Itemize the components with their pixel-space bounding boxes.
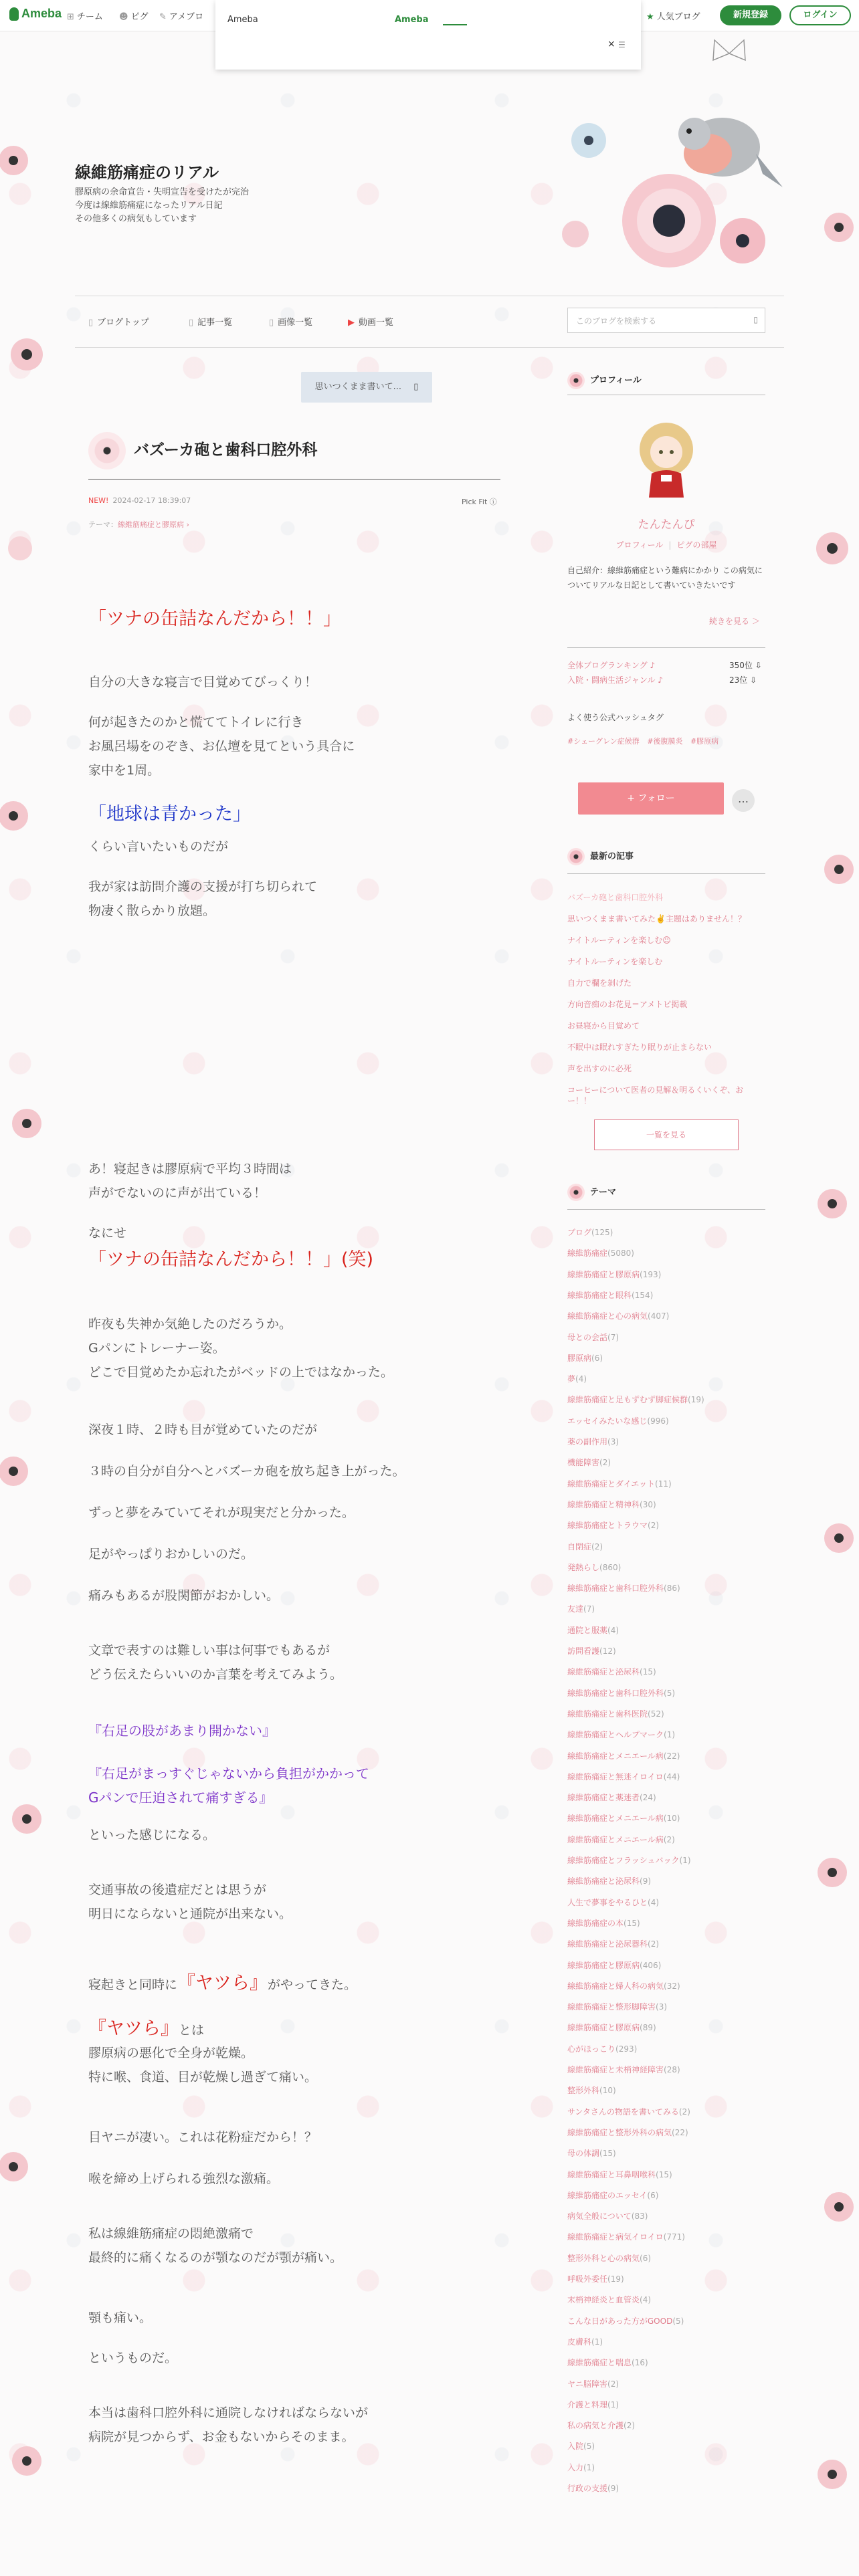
theme-link[interactable]: 線維筋痛症と心の病気(407) — [567, 1311, 670, 1321]
hashtag-link[interactable]: #膠原病 — [690, 737, 719, 746]
theme-link[interactable]: 整形外科と心の病気(6) — [567, 2254, 652, 2263]
theme-link[interactable]: 私の病気と介護(2) — [567, 2421, 636, 2430]
overlay-underline — [443, 24, 467, 25]
left-flower-decorations — [0, 134, 54, 2541]
header-flower-illustration — [549, 74, 789, 294]
recent-article-link[interactable]: 思いつくまま書いてみた✌️主題はありません！？ — [567, 914, 746, 924]
list-icon: ▯ — [189, 318, 194, 328]
theme-link[interactable]: 入院(5) — [567, 2442, 595, 2451]
theme-link[interactable]: 線維筋痛症と婦人科の病気(32) — [567, 1981, 680, 1991]
crown-icon: ★ — [646, 12, 654, 22]
divider — [567, 1209, 765, 1210]
recent-article-link[interactable]: 声を出すのに必死 — [567, 1064, 632, 1073]
close-icon[interactable]: × — [607, 39, 615, 49]
theme-link[interactable]: 機能障害(2) — [567, 1458, 611, 1467]
theme-link[interactable]: 母との会話(7) — [567, 1333, 619, 1342]
blog-description: 膠原病の余命宣告・失明宣告を受けたが完治 今度は線維筋痛症になったリアル日記 その他多くの病気もしています — [75, 187, 250, 224]
info-icon: ⓘ — [489, 498, 497, 506]
theme-link[interactable]: 薬の副作用(3) — [567, 1437, 619, 1446]
theme-link[interactable]: 線維筋痛症とメニエール病(10) — [567, 1814, 680, 1823]
theme-link[interactable]: 介護と料理(1) — [567, 2400, 619, 2409]
recent-article-link[interactable]: お昼寝から目覚めて — [567, 1021, 640, 1031]
recent-article-link[interactable]: ナイトルーティンを楽しむ☺ — [567, 936, 671, 945]
theme-link[interactable]: 線維筋痛症と泌尿器科(2) — [567, 1939, 660, 1949]
post-paragraph: ずっと夢をみていてそれが現実だと分かった。 — [88, 1505, 355, 1520]
theme-link[interactable]: 線維筋痛症のエッセイ(6) — [567, 2191, 659, 2200]
theme-link[interactable]: 線維筋痛症とトラウマ(2) — [567, 1521, 660, 1530]
nav-image-list[interactable]: ▯ 画像一覧 — [269, 318, 313, 328]
recent-article-link[interactable]: ナイトルーティンを楽しむ — [567, 957, 663, 966]
theme-link[interactable]: 線維筋痛症と耳鼻咽喉科(15) — [567, 2170, 672, 2179]
edit-icon: ▯ — [413, 382, 419, 392]
nav-blog-top[interactable]: ▯ ブログトップ — [88, 318, 149, 328]
hashtag-link[interactable]: #シェーグレン症候群 — [567, 737, 640, 746]
theme-link[interactable]: 線維筋痛症と薬迷者(24) — [567, 1793, 656, 1802]
post-paragraph: というものだ。 — [88, 2351, 178, 2365]
ameba-logo-icon — [9, 7, 19, 21]
topnav-ameblo[interactable]: ✎ アメブロ — [159, 12, 204, 22]
view-all-button[interactable]: 一覧を見る — [594, 1119, 739, 1150]
theme-link[interactable]: 母の体調(15) — [567, 2149, 616, 2158]
theme-link[interactable]: 線維筋痛症と未梢神経障害(28) — [567, 2065, 680, 2074]
theme-link[interactable]: 線維筋痛症と膠原病 — [118, 520, 184, 529]
hashtag-list — [567, 736, 719, 746]
post-paragraph: 自分の大きな寝言で目覚めてびっくり！ — [88, 675, 318, 689]
theme-link[interactable]: 呼吸外委任(19) — [567, 2274, 624, 2284]
popular-blog-link[interactable]: ★ 人気ブログ — [646, 12, 700, 22]
pickfit-link[interactable]: Pick Fit ⓘ — [462, 498, 497, 506]
theme-link[interactable]: 線維筋痛症と喘息(16) — [567, 2358, 648, 2367]
theme-link[interactable]: 皮膚科(1) — [567, 2337, 603, 2347]
video-icon: ▶ — [348, 318, 355, 328]
theme-link[interactable]: 線維筋痛症と整形脚障害(3) — [567, 2002, 668, 2012]
recent-article-link[interactable]: バズーカ砲と歯科口腔外科 — [567, 893, 664, 902]
post-paragraph: 「ツナの缶詰なんだから！！」 — [88, 609, 341, 629]
butterfly-decoration — [709, 33, 749, 74]
ameba-logo[interactable]: Ameba — [9, 7, 62, 21]
theme-link[interactable]: 線維筋痛症とメニエール病(22) — [567, 1751, 680, 1761]
nav-article-list[interactable]: ▯ 記事一覧 — [189, 318, 233, 328]
theme-link[interactable]: 膠原病(6) — [567, 1354, 603, 1363]
recent-article-link[interactable]: コーヒーについて医者の見解＆明るくいくぞ、おー！！ — [567, 1085, 744, 1105]
theme-link[interactable]: ブログ(125) — [567, 1228, 613, 1237]
right-flower-decorations — [805, 201, 859, 2541]
theme-link[interactable]: 線維筋痛症とメニエール病(2) — [567, 1835, 675, 1844]
theme-link[interactable]: 行政の支援(9) — [567, 2484, 619, 2493]
divider — [567, 873, 765, 874]
theme-link[interactable]: 自閉症(2) — [567, 1542, 603, 1551]
login-button[interactable]: ログイン — [789, 5, 851, 25]
rank-overall-value: 350位 ⇩ — [729, 661, 762, 670]
theme-link[interactable]: 線維筋痛症と泌尿科(15) — [567, 1667, 656, 1677]
post-theme: テーマ：線維筋痛症と膠原病 › — [88, 520, 189, 529]
theme-link[interactable]: 線維筋痛症(5080) — [567, 1249, 634, 1258]
post-paragraph: 文章で表すのは難しい事は何事でもあるが どう伝えたらいいのか言葉を考えてみよう。 — [88, 1643, 343, 1682]
image-icon: ▯ — [269, 318, 274, 328]
theme-link[interactable]: サンタさんの物語を書いてみる(2) — [567, 2107, 690, 2117]
rank-genre-label[interactable]: 入院・闘病生活ジャンル ♪ — [567, 675, 663, 685]
theme-link[interactable]: 病気全般について(83) — [567, 2212, 648, 2221]
rank-genre-value: 23位 ⇩ — [729, 675, 757, 685]
theme-link[interactable]: 入力(1) — [567, 2463, 595, 2472]
post-paragraph: 本当は歯科口腔外科に通院しなければならないが 病院が見つからず、お金もないからそのまま。 — [88, 2405, 369, 2444]
flower-icon — [567, 372, 585, 389]
wip-banner[interactable]: 思いつくまま書いて... ▯ — [301, 372, 432, 403]
nav-video-list[interactable]: ▶ 動画一覧 — [348, 318, 394, 328]
theme-link[interactable]: 線維筋痛症と足もずむず脚症候群(19) — [567, 1395, 704, 1404]
post-paragraph: 私は線維筋痛症の悶絶激痛で 最終的に痛くなるのが顎なのだが顎が痛い。 — [88, 2226, 343, 2265]
theme-heading: テーマ — [567, 1184, 616, 1201]
theme-link[interactable]: ヤニ脳障害(2) — [567, 2379, 619, 2389]
profile-link[interactable]: プロフィール — [615, 540, 664, 550]
ameblo-icon: ✎ — [159, 12, 167, 22]
register-button[interactable]: 新規登録 — [720, 5, 781, 25]
theme-link[interactable]: こんな日があった方がGOOD(5) — [567, 2317, 684, 2326]
hashtag-heading: よく使う公式ハッシュタグ — [567, 713, 664, 722]
topnav-pig[interactable]: ☻ ピグ — [119, 12, 149, 22]
theme-link[interactable]: 線維筋痛症と精神科(30) — [567, 1500, 656, 1509]
profile-name[interactable]: たんたんぴ — [638, 518, 695, 532]
blog-search-input[interactable]: このブログを検索する ▯ — [567, 308, 765, 333]
rank-overall-label[interactable]: 全体ブログランキング ♪ — [567, 661, 656, 670]
theme-link[interactable]: 夢(4) — [567, 1374, 587, 1384]
pig-icon: ☻ — [119, 12, 128, 22]
theme-link[interactable]: 線維筋痛症と歯科口腔外科(5) — [567, 1689, 676, 1698]
post-paragraph: 『右足の股があまり開かない』 — [88, 1723, 276, 1739]
theme-link[interactable]: 通院と服薬(4) — [567, 1626, 619, 1635]
search-icon[interactable]: ▯ — [753, 315, 758, 324]
overlay-label: Ameba — [227, 15, 258, 25]
post-paragraph: 『右足がまっすぐじゃないから負担がかかって Gパンで圧迫されて痛すぎる』 — [88, 1765, 369, 1806]
theme-link[interactable]: 線維筋痛症と膠原病(193) — [567, 1270, 662, 1279]
post-paragraph: 膠原病の悪化で全身が乾燥。 特に喉、食道、目が乾燥し過ぎて痛い。 — [88, 2046, 318, 2084]
self-introduction: 自己紹介：線維筋痛症という難病にかかり この病気についてリアルな日記として書いていきたいです — [567, 566, 763, 590]
theme-link[interactable]: 線維筋痛症と病気イロイロ(771) — [567, 2232, 685, 2242]
theme-link[interactable]: 友達(7) — [567, 1604, 595, 1614]
post-paragraph: 足がやっぱりおかしいのだ。 — [88, 1547, 254, 1562]
theme-link[interactable]: 線維筋痛症の本(15) — [567, 1919, 640, 1928]
post-paragraph: なにせ — [88, 1226, 127, 1241]
theme-link[interactable]: 末梢神経炎と血管炎(4) — [567, 2295, 652, 2304]
post-paragraph: 喉を締め上げられる強烈な激痛。 — [88, 2171, 280, 2186]
menu-icon[interactable]: ☰ — [618, 40, 626, 49]
theme-link[interactable]: 心がほっこり(293) — [567, 2044, 638, 2054]
post-paragraph: 深夜１時、２時も目が覚めていたのだが — [88, 1422, 318, 1437]
post-paragraph: くらい言いたいものだが — [88, 839, 229, 854]
theme-link[interactable]: 線維筋痛症と整形外科の病気(22) — [567, 2128, 688, 2137]
profile-links: プロフィール | ピグの部屋 — [615, 540, 717, 550]
avatar[interactable] — [634, 420, 698, 499]
theme-link[interactable]: 線維筋痛症と歯科口腔外科(86) — [567, 1584, 680, 1593]
more-options-button[interactable]: … — [732, 789, 755, 812]
theme-link[interactable]: 整形外科(10) — [567, 2086, 616, 2095]
profile-heading: プロフィール — [567, 372, 642, 389]
theme-link[interactable]: エッセイみたいな感じ(996) — [567, 1416, 669, 1426]
recent-heading: 最新の記事 — [567, 848, 634, 865]
post-paragraph: 「ツナの缶詰なんだから！！」(笑) — [88, 1249, 374, 1270]
post-paragraph: 「地球は青かった」 — [88, 804, 251, 825]
follow-button[interactable]: + フォロー — [578, 782, 724, 815]
pig-room-link[interactable]: ピグの部屋 — [676, 540, 717, 550]
overlay-link[interactable]: Ameba — [395, 15, 429, 25]
topnav-team[interactable]: ⊞ チーム — [67, 12, 103, 22]
theme-link[interactable]: 線維筋痛症とヘルプマーク(1) — [567, 1730, 676, 1739]
post-paragraph: 我が家は訪問介護の支援が打ち切られて 物凄く散らかり放題。 — [88, 879, 318, 918]
divider — [567, 647, 765, 648]
title-flower-icon — [88, 432, 126, 469]
theme-link[interactable]: 線維筋痛症と眼科(154) — [567, 1291, 654, 1300]
flower-icon — [567, 1184, 585, 1201]
post-paragraph: ３時の自分が自分へとバズーカ砲を放ち起き上がった。 — [88, 1464, 405, 1479]
team-icon: ⊞ — [67, 12, 74, 22]
recent-article-link[interactable]: 自力で欄を剝げた — [567, 978, 632, 988]
overlay-ad-card — [215, 0, 641, 70]
theme-link[interactable]: 線維筋痛症と膠原病(89) — [567, 2023, 656, 2032]
theme-link[interactable]: 線維筋痛症と歯科医院(52) — [567, 1709, 664, 1719]
post-paragraph: 何が起きたのかと慌ててトイレに行き お風呂場をのぞき、お仏壇を見てという具合に 家中を1周。 — [88, 715, 355, 778]
post-paragraph: 痛みもあるが股関節がおかしい。 — [88, 1588, 280, 1603]
theme-link[interactable]: 線維筋痛症とダイエット(11) — [567, 1479, 672, 1489]
page-icon: ▯ — [88, 318, 94, 328]
theme-link[interactable]: 線維筋痛症と泌尿科(9) — [567, 1876, 652, 1886]
theme-link[interactable]: 線維筋痛症と膠原病(406) — [567, 1961, 662, 1970]
post-title[interactable]: バズーカ砲と歯科口腔外科 — [134, 441, 318, 459]
theme-link[interactable]: 人生で夢事をやるひと(4) — [567, 1898, 660, 1907]
post-paragraph: 昨夜も失神か気絶したのだろうか。 Gパンにトレーナー姿。 どこで目覚めたか忘れたがベッドの上ではなかった。 — [88, 1317, 394, 1380]
post-paragraph: 目ヤニが凄い。これは花粉症だから！？ — [88, 2130, 318, 2145]
post-paragraph: 寝起きと同時に『ヤツら』がやってきた。 — [88, 1973, 357, 1994]
post-meta: NEW! 2024-02-17 18:39:07 — [88, 496, 191, 505]
recent-article-link[interactable]: 方向音痴のお花見＝アメトピ掲載 — [567, 1000, 688, 1009]
flower-icon — [567, 848, 585, 865]
theme-link[interactable]: 線維筋痛症とフラッシュバック(1) — [567, 1856, 691, 1865]
blog-title[interactable]: 線維筋痛症のリアル — [75, 163, 219, 182]
post-paragraph: 顎も痛い。 — [88, 2311, 153, 2325]
hashtag-link[interactable]: #後腹膜炎 — [647, 737, 683, 746]
chevron-right-icon: › — [186, 520, 189, 529]
theme-link[interactable]: 訪問看護(12) — [567, 1646, 616, 1656]
theme-link[interactable]: 発熱らし(860) — [567, 1563, 622, 1572]
post-paragraph: 『ヤツら』とは — [88, 2018, 205, 2039]
read-more-link[interactable]: 続きを見る ＞ — [709, 617, 760, 626]
theme-link[interactable]: 線維筋痛症と無迷イロイロ(44) — [567, 1772, 680, 1782]
post-paragraph: あ！寝起きは膠原病で平均３時間は 声がでないのに声が出ている！ — [88, 1162, 292, 1200]
recent-article-link[interactable]: 不眠中は眠れすぎたり眠りが止まらない — [567, 1043, 712, 1052]
post-paragraph: といった感じになる。 — [88, 1828, 216, 1842]
post-paragraph: 交通事故の後遺症だとは思うが 明日にならないと通院が出来ない。 — [88, 1883, 292, 1921]
